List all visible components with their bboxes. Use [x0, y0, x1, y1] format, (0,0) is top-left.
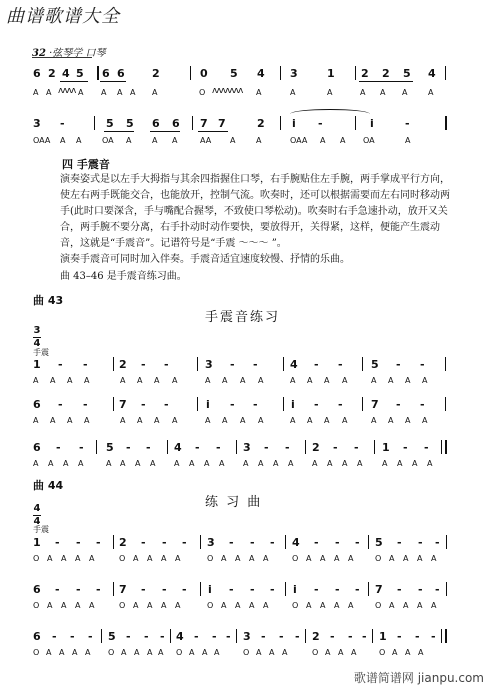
piece43-time-top: 3: [33, 325, 41, 336]
piece43-time-bottom: 4: [33, 338, 41, 349]
piece44-time-bottom: 4: [33, 516, 41, 527]
section-paragraph-2: 演奏手震音可同时加入伴奏。手震音适宜速度较慢、抒情的乐曲。: [60, 254, 350, 265]
book-title: ·弦琴学: [49, 48, 83, 59]
piece43-title: 手震音练习: [205, 310, 281, 325]
piece44-title: 练 习 曲: [205, 495, 263, 510]
site-watermark: 歌谱简谱网 jianpu.com: [353, 671, 484, 685]
page-number: 32: [32, 48, 46, 59]
piece44-technique: 手震: [33, 525, 49, 534]
section-paragraph-3: 曲 43–46 是手震音练习曲。: [60, 271, 187, 282]
section-heading: 四 手震音: [62, 158, 110, 171]
site-title: 曲谱歌谱大全: [6, 6, 120, 27]
instrument-label: 口琴: [85, 48, 106, 59]
header-rule: [32, 57, 92, 58]
piece43-time-signature: [33, 326, 41, 349]
piece43-number: 曲 43: [33, 294, 64, 307]
section-paragraph-1: 演奏姿式是以左手大拇指与其余四指握住口琴，右手腕贴住左手腕，两手掌成平行方向，使左右两手既能交合，也能放开，控制气流。吹奏时，还可以根据需要而左右同时移动两手(此时口要深含，手与嘴配合握琴，不致使口琴松动)。吹奏时右手急速扑动，放开又关合，两手腕不要分离，右手扑动时动作要快，要放得开，关得紧，这样，便能产生震动音，这就是“手震音”。记谱符号是“手震 ～～～ ”。: [60, 174, 450, 249]
piece43-technique: 手震: [33, 348, 49, 357]
piece44-number: 曲 44: [33, 479, 64, 492]
piece44-time-top: 4: [33, 503, 41, 514]
